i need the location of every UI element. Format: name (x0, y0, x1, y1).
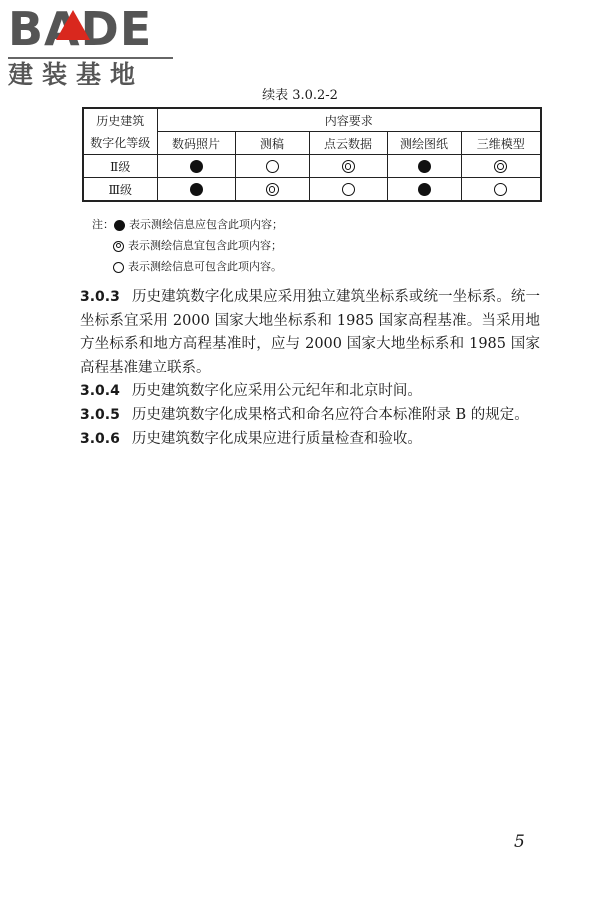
clause-number: 3.0.6 (80, 430, 120, 447)
content-header-cell: 内容要求 (157, 108, 541, 132)
digitization-requirements-table (82, 107, 542, 202)
table-row (83, 155, 541, 178)
table-notes (92, 214, 283, 277)
filled-circle-icon (190, 183, 203, 196)
requirement-cell (309, 155, 387, 178)
clause-number: 3.0.5 (80, 406, 120, 423)
requirement-cell (387, 178, 461, 202)
logo-chinese-name: 建装基地 (8, 60, 145, 89)
logo-accent-triangle (56, 10, 90, 40)
clause-number: 3.0.3 (80, 289, 120, 305)
requirement-cell (235, 178, 309, 202)
filled-circle-icon (418, 183, 431, 196)
clauses-body (80, 286, 540, 451)
requirement-cell (235, 155, 309, 178)
level-header-line1: 历史建筑 (96, 113, 145, 128)
column-header: 测稿 (235, 132, 309, 155)
requirement-cell (157, 155, 235, 178)
note-row (92, 256, 283, 277)
page-number: 5 (514, 832, 525, 852)
clause-text: 历史建筑数字化应采用公元纪年和北京时间。 (131, 383, 422, 400)
note-row (92, 214, 283, 235)
open-circle-icon (113, 262, 124, 273)
column-header: 测绘图纸 (387, 132, 461, 155)
level-header-line2: 数字化等级 (90, 135, 151, 150)
notes-prefix: 注： (92, 218, 114, 231)
note-row (92, 235, 283, 256)
note-text: 表示测绘信息宜包含此项内容； (128, 239, 282, 252)
note-text: 表示测绘信息可包含此项内容。 (128, 260, 282, 273)
requirement-cell (309, 178, 387, 202)
column-header: 点云数据 (309, 132, 387, 155)
table-header-row (83, 108, 541, 132)
clause-paragraph (80, 380, 540, 404)
clause-number: 3.0.4 (80, 383, 120, 400)
logo-divider (8, 57, 173, 59)
filled-circle-icon (114, 220, 125, 231)
clause-text: 历史建筑数字化成果应进行质量检查和验收。 (131, 430, 422, 447)
requirement-cell (461, 155, 541, 178)
requirement-cell (157, 178, 235, 202)
clause-paragraph (80, 428, 540, 452)
logo-wordmark: BADE (8, 2, 153, 56)
clause-text: 历史建筑数字化成果格式和命名应符合本标准附录 B 的规定。 (131, 406, 529, 423)
column-header: 三维模型 (461, 132, 541, 155)
double-circle-icon (342, 160, 355, 173)
table-row (83, 178, 541, 202)
column-header: 数码照片 (157, 132, 235, 155)
double-circle-icon (266, 183, 279, 196)
clause-paragraph (80, 286, 540, 380)
table-title: 续表 3.0.2-2 (262, 88, 338, 103)
clause-text: 历史建筑数字化成果应采用独立建筑坐标系或统一坐标系。统一坐标系宜采用 2000 国家大地坐标系和 1985 国家高程基准。当采用地方坐标系和地方高程基准时，应与 2000 国家大地坐标系和 1985 国家高程基准建立联系。 (80, 289, 540, 376)
requirement-cell (387, 155, 461, 178)
filled-circle-icon (190, 160, 203, 173)
requirement-cell (461, 178, 541, 202)
level-cell: Ⅲ级 (83, 178, 157, 202)
note-text: 表示测绘信息应包含此项内容； (129, 218, 283, 231)
open-circle-icon (266, 160, 279, 173)
open-circle-icon (342, 183, 355, 196)
level-cell: Ⅱ级 (83, 155, 157, 178)
clause-paragraph (80, 404, 540, 428)
double-circle-icon (494, 160, 507, 173)
bade-logo (8, 2, 178, 90)
filled-circle-icon (418, 160, 431, 173)
open-circle-icon (494, 183, 507, 196)
level-header-cell (83, 108, 157, 155)
double-circle-icon (113, 241, 124, 252)
